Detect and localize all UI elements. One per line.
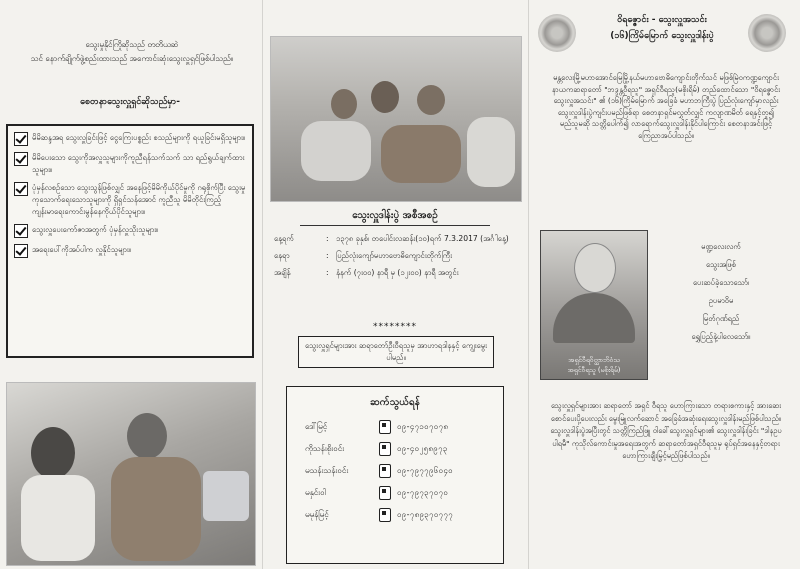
- announcement-body: မန္တလေးမြို့မဟာအောင်မြေမြို့နယ်မဟာဗောဓိကျောင်းတိုက်သင် မဖြစ်မြဲဝကဏ္ဍကျောင်းနာယကဆရာတော် "ဘဒ္ဒန္တဝီရသူ" အရှင်ဝီရသူ(မစိုးရိမ်) တည်ထောင်သော "ဝိရဇ္ဇောင်းသွေးလှူအသင်း" ၏ (၁၆)ကြိမ်မြောက် အခြေခံ မဟာဘကြီးပွဲ ပြည်လုံးကျော်မှာလည်း သွေးလှူဒါန်းပွဲကျင်းပမည်ဖြစ်ရာ စေတနာရှင်မလွှတ်လျှင် ကလျာဏမိတ် ရေနှင့်တူ၍ မည်သူမဆို သတ္တိပေါက်၍ လာရောက်သွေးလှူဒါန်းနိုင်ပါကြောင်း စေတနာအင်းဖြင့် ကြေညာအပ်ပါသည်။: [551, 73, 781, 140]
- star-divider: ********: [373, 322, 417, 332]
- fold-line: [528, 0, 529, 569]
- colon: :: [326, 268, 329, 277]
- criteria-item: [14, 132, 246, 146]
- criteria-item: [14, 244, 246, 258]
- donor-definition-heading: စေတနာသွေးလှူရှင်ဆိုသည်မှာ-: [80, 97, 180, 107]
- schedule-value: ၁၃၇၈ ခုနှစ်၊ တပေါင်းလဆန်း(၁၀)ရက် 7.3.2017 (အင်္ဂါနေ့): [336, 234, 509, 243]
- schedule-label: နေရာ: [274, 251, 290, 260]
- contact-row: [287, 438, 503, 460]
- title-item: ရွှေပြည့်နဲ့ပါလေသော်။: [691, 332, 751, 341]
- criteria-text: မိမိဆန္ဒအရ သွေးလှူခြင်းဖြင့် ငွေကြေးပစ္စည်း စသည်များကို ရယူခြင်းမရှိသူများ။: [32, 133, 246, 142]
- contact-number[interactable]: ၀၉-၄၀၂၅၈၉၇၃: [397, 444, 448, 453]
- contact-name: မနှင်းဝါ: [305, 488, 327, 497]
- checkmark-icon: [14, 152, 28, 166]
- abbot-portrait: [540, 230, 648, 380]
- contact-row: [287, 482, 503, 504]
- criteria-box: [6, 124, 254, 358]
- donor-meal-note: သွေးလှူရှင်များအား ဆရာတော်ဦးဝီရသူမှ အာဟာရဒါနနှင့် ကျွေးမွေးပါမည်။: [298, 336, 494, 368]
- colon: :: [326, 251, 329, 260]
- criteria-text: အရေးပေါ်ကိုအပ်ပါက လှူနိုင်သူများ။: [32, 245, 131, 254]
- schedule-label: နေ့ရက်: [274, 234, 294, 243]
- checkmark-icon: [14, 224, 28, 238]
- criteria-item: [14, 224, 246, 238]
- phone-icon: [379, 442, 391, 456]
- contact-row: [287, 460, 503, 482]
- schedule-row: [274, 266, 524, 279]
- criteria-text: သွေးလှူပေးကော်ဇာအတွက် ပုံမှန်လှူသိုးသူများ။: [32, 225, 159, 234]
- contact-row: [287, 504, 503, 526]
- association-title: [580, 12, 744, 44]
- contact-name: မမုန်မြင့်: [305, 510, 329, 519]
- portrait-caption: [543, 355, 645, 375]
- criteria-item: [14, 152, 246, 176]
- checkmark-icon: [14, 132, 28, 146]
- contact-row: [287, 416, 503, 438]
- left-panel: [0, 0, 262, 569]
- portrait-caption-2: အရှင်ဝီရသူ (မစိုးရိမ်): [567, 366, 621, 374]
- contact-name: ဒေါ်မြင့်: [305, 422, 328, 431]
- contact-name: မသန်းသန်းဝင်း: [305, 466, 349, 475]
- phone-icon: [379, 508, 391, 522]
- title-item: ပေးဆပ်ခဲ့သောသော်၊: [692, 278, 750, 287]
- portrait-head: [574, 243, 616, 293]
- criteria-text: မိမိပေးသော သွေးကိုအလှူသူများကိုကူညီရန်သက်သက် သာ ရည်ရွယ်ချက်ထားသူများ။: [32, 153, 245, 174]
- schedule-label: အချိန်: [274, 268, 291, 277]
- lotus-emblem-icon: [538, 14, 576, 52]
- title-item: သွေးအဖြစ်: [706, 260, 736, 269]
- contact-number[interactable]: ၀၉-၇၉၇၇၉၆၀၄၀: [397, 466, 453, 475]
- portrait-robe: [553, 293, 635, 343]
- closing-text: သွေးလှူရှင်များအား ဆရာတော် အရှင် ဝီရသူ ဟောကြားသော တရားစကားနှင့် အားဆေးစောင်ပေးပို့ပေးလည်း မွေးမြူလက်ဆောင် အခြေခံအဆုံးရေးသွေးလှူဒါန်းမည်ဖြစ်ပါသည်။ သွေးလှူဒါန်းပွဲအပြီးတွင် သတ္တိကြည်ဖြူ ဝါခေါ်သွေးလှူရှင်များ၏ သွေးလှူဒါန်းခြင်း "ဒါနဥပပါရမီ" ကုသိုလ်ကောင်းမှုအရေးအတွက် ဆရာတော်အရှင်ဝီရသူမှ ရုပ်ရှင်အနေနှင့်တရား ဟောကြားချီးမြှင့်မည်ဖြစ်ပါသည်။: [550, 401, 782, 461]
- title-item: ဥပမာဝိမ: [708, 296, 734, 305]
- schedule-table: [274, 232, 524, 283]
- schedule-row: [274, 249, 524, 262]
- blood-donation-photo: [6, 382, 256, 566]
- portrait-caption-1: အရှင်ဝီရဝိတ္ထာဘိဝံသ: [568, 356, 620, 364]
- intro-line-2: သင် နောက်ချိုက်ဖွဲ့စည်းထားသည် အကောင်းဆုံးသွေးလှူရှင်ဖြစ်ပါသည်။: [30, 54, 234, 63]
- schedule-row: [274, 232, 524, 245]
- phone-icon: [379, 486, 391, 500]
- title-line-2: (၁၆)ကြိမ်မြောက် သွေးလှူဒါန်းပွဲ: [610, 31, 714, 41]
- contact-title: ဆက်သွယ်ရန်: [370, 397, 420, 408]
- intro-line-1: သွေးမှုနိုင်ကြိုဆိုသည် တတိယဆဲ: [85, 40, 179, 49]
- schedule-value: နံနက် (၇း၀၀) နာရီ မှ (၁၂း၀၀) နာရီ အတွင်း: [336, 268, 459, 277]
- checkmark-icon: [14, 244, 28, 258]
- title-item: မြတ်ဂုဏ်ရည်: [702, 314, 740, 323]
- phone-icon: [379, 464, 391, 478]
- contact-name: ကိုသန်းစိုးဝင်း: [305, 444, 345, 453]
- intro-text: [18, 38, 246, 66]
- criteria-item: [14, 182, 246, 218]
- checkmark-icon: [14, 182, 28, 196]
- contact-number[interactable]: ၀၉-၄၇၁၀၇၀၇၈: [397, 422, 449, 431]
- abbot-titles: [656, 238, 786, 346]
- contact-number[interactable]: ၀၉-၇၈၉၃၇၀၇၇၇: [397, 510, 454, 519]
- colon: :: [326, 234, 329, 243]
- contact-box: [286, 386, 504, 564]
- criteria-text: ပုံမှန်လစဉ်သော သွေးသွန်ဖြစ်လျှင် အနေဖြင့်မိမိကိုယ်ပိုင်မှုကို ဂရုစိုက်ပြီး သွေးမှုကုသောက်ရေးသောသူများကို ရှိရှင်သန်အောင် ကူညီသူ မိမိတိုင်းကြည့်ကျန်းမာရေးကောင်းမွန်နေကိုယ်ပိုင်သူများ။: [32, 183, 246, 216]
- title-line-1: ဝိရဇ္ဇောင်း - သွေးလှူအသင်း: [617, 15, 707, 25]
- monks-ceremony-photo: [270, 36, 522, 202]
- phone-icon: [379, 420, 391, 434]
- title-item: မဏ္ဍလေးလက်: [701, 242, 741, 251]
- schedule-title: သွေးလှူဒါန်းပွဲ အစီအစဉ်: [300, 208, 490, 226]
- contact-number[interactable]: ၀၉-၇၉၇၃၇၀၇၀: [397, 488, 449, 497]
- schedule-value: ပြည်လုံးကျော်မဟာဗောဓိကျောင်းတိုက်ကြီး: [336, 251, 453, 260]
- lotus-emblem-icon: [748, 14, 786, 52]
